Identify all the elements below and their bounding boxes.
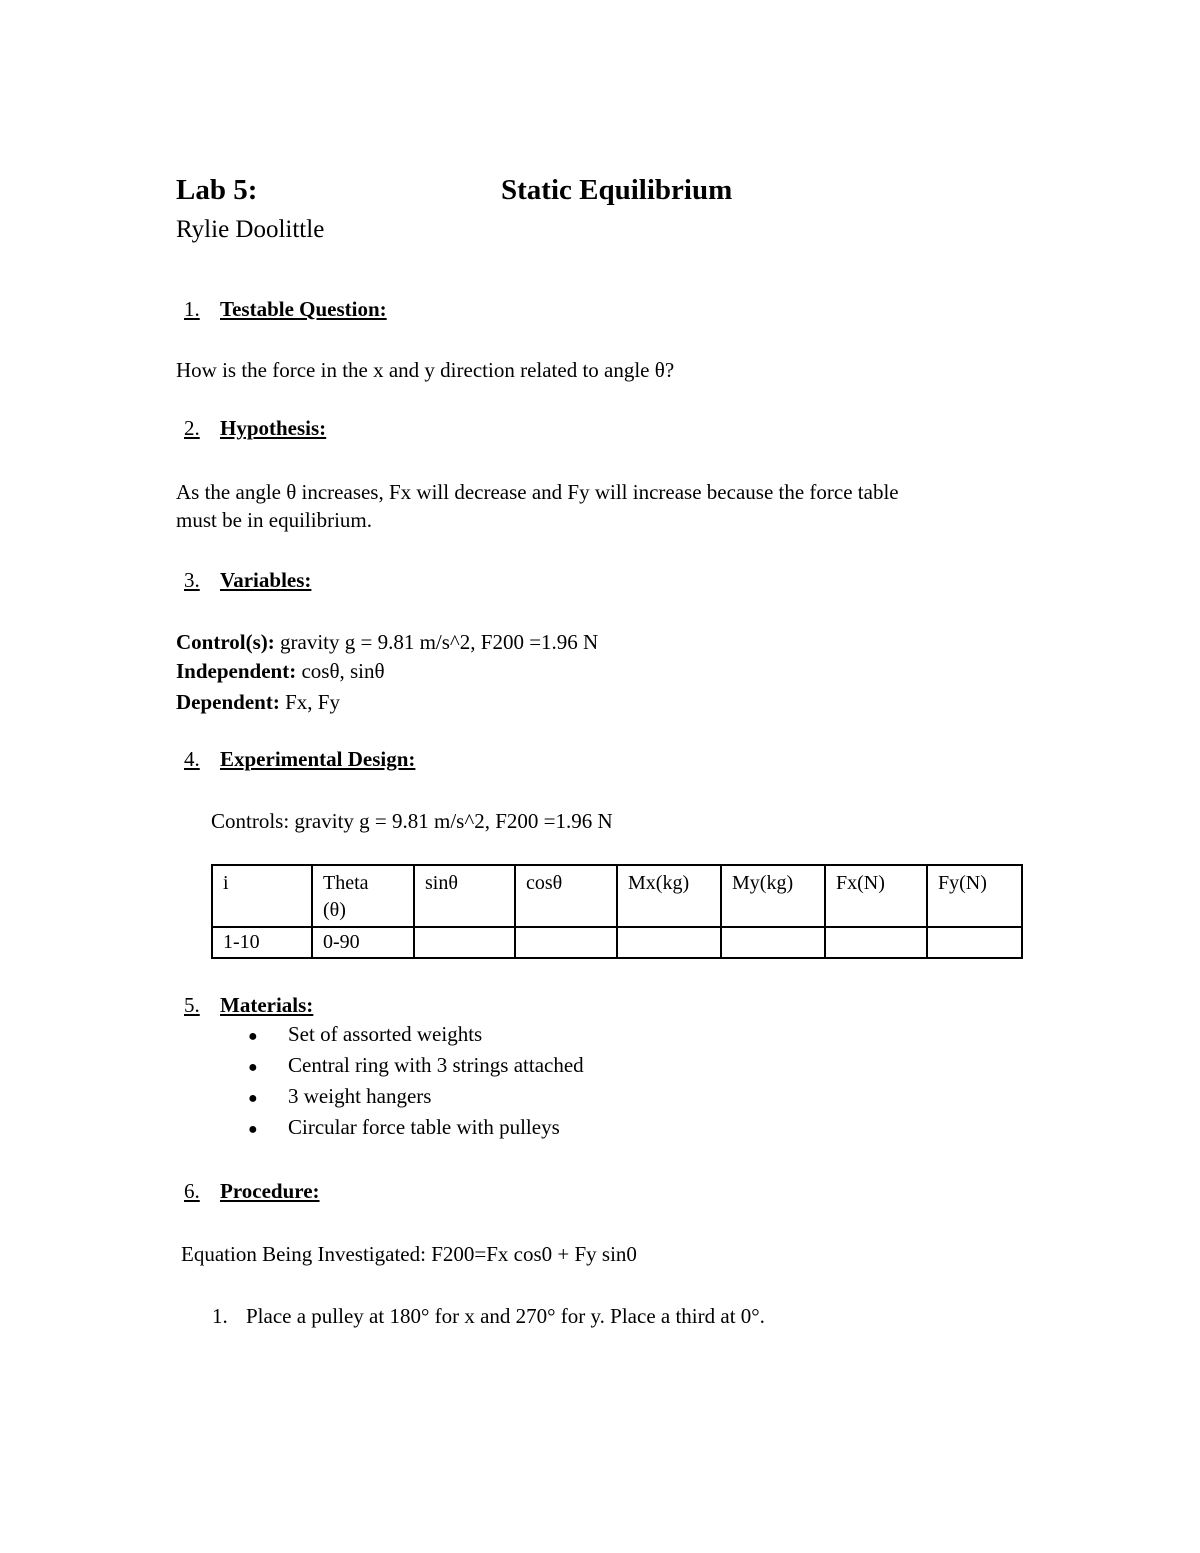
table-row [212, 927, 1022, 958]
section-variables-heading [184, 568, 311, 593]
variables-independent-line [176, 657, 385, 685]
table-header-cell: My(kg) [721, 865, 825, 927]
independent-label: Independent: [176, 659, 297, 683]
theta-label: Theta [323, 872, 369, 894]
section-procedure-heading [184, 1179, 320, 1204]
table-cell [721, 927, 825, 958]
section-number: 5. [184, 993, 200, 1017]
experimental-design-table [211, 864, 1023, 959]
experimental-design-controls: Controls: gravity g = 9.81 m/s^2, F200 =1.96 N [211, 809, 613, 833]
table-cell [414, 927, 515, 958]
control-label: Control(s): [176, 630, 275, 654]
material-text: 3 weight hangers [288, 1084, 432, 1108]
material-text: Set of assorted weights [288, 1022, 483, 1046]
list-item [248, 1112, 584, 1143]
material-text: Circular force table with pulleys [288, 1115, 560, 1139]
hypothesis-text-line-2: must be in equilibrium. [176, 508, 372, 532]
materials-list [248, 1019, 584, 1143]
table-cell [825, 927, 927, 958]
section-label: Procedure: [220, 1179, 320, 1203]
material-text: Central ring with 3 strings attached [288, 1053, 584, 1077]
table-cell [515, 927, 617, 958]
section-number: 4. [184, 747, 200, 771]
section-label: Testable Question: [220, 297, 387, 321]
list-item [248, 1081, 584, 1112]
section-label: Hypothesis: [220, 416, 327, 440]
lab-number-heading: Lab 5: [176, 174, 258, 206]
step-text: Place a pulley at 180° for x and 270° for y. Place a third at 0°. [246, 1304, 765, 1328]
dependent-label: Dependent: [176, 690, 280, 714]
table-header-row [212, 865, 1022, 927]
section-testable-question-heading [184, 297, 387, 322]
variables-control-line [176, 628, 598, 656]
table-header-cell: cosθ [515, 865, 617, 927]
table-header-cell: sinθ [414, 865, 515, 927]
author-name: Rylie Doolittle [176, 216, 325, 243]
table-header-cell [312, 865, 414, 927]
section-number: 1. [184, 297, 200, 321]
section-materials-heading [184, 993, 313, 1018]
table-header-cell: Mx(kg) [617, 865, 721, 927]
table-cell [617, 927, 721, 958]
list-item [248, 1050, 584, 1081]
hypothesis-text-line-1: As the angle θ increases, Fx will decrease and Fy will increase because the force table [176, 480, 899, 504]
section-number: 2. [184, 416, 200, 440]
table-cell: 1-10 [212, 927, 312, 958]
section-label: Materials: [220, 993, 314, 1017]
section-number: 3. [184, 568, 200, 592]
table-header-cell: i [212, 865, 312, 927]
table-header-cell: Fx(N) [825, 865, 927, 927]
table-header-cell: Fy(N) [927, 865, 1022, 927]
bullet-icon: ● [248, 1058, 258, 1076]
independent-value: cosθ, sinθ [296, 659, 385, 683]
bullet-icon: ● [248, 1027, 258, 1045]
table-cell: 0-90 [312, 927, 414, 958]
section-label: Experimental Design: [220, 747, 416, 771]
step-number: 1. [212, 1304, 228, 1328]
section-hypothesis-heading [184, 416, 326, 441]
bullet-icon: ● [248, 1120, 258, 1138]
theta-symbol: (θ) [323, 899, 346, 921]
lab-title-heading: Static Equilibrium [501, 174, 733, 206]
section-number: 6. [184, 1179, 200, 1203]
section-label: Variables: [220, 568, 312, 592]
table-cell [927, 927, 1022, 958]
bullet-icon: ● [248, 1089, 258, 1107]
testable-question-text: How is the force in the x and y direction related to angle θ? [176, 358, 675, 382]
dependent-value: Fx, Fy [279, 690, 340, 714]
procedure-equation: Equation Being Investigated: F200=Fx cos0 + Fy sin0 [181, 1242, 637, 1266]
control-value: gravity g = 9.81 m/s^2, F200 =1.96 N [274, 630, 599, 654]
list-item [248, 1019, 584, 1050]
variables-dependent-line [176, 688, 340, 716]
section-experimental-design-heading [184, 747, 415, 772]
procedure-step [212, 1302, 765, 1330]
